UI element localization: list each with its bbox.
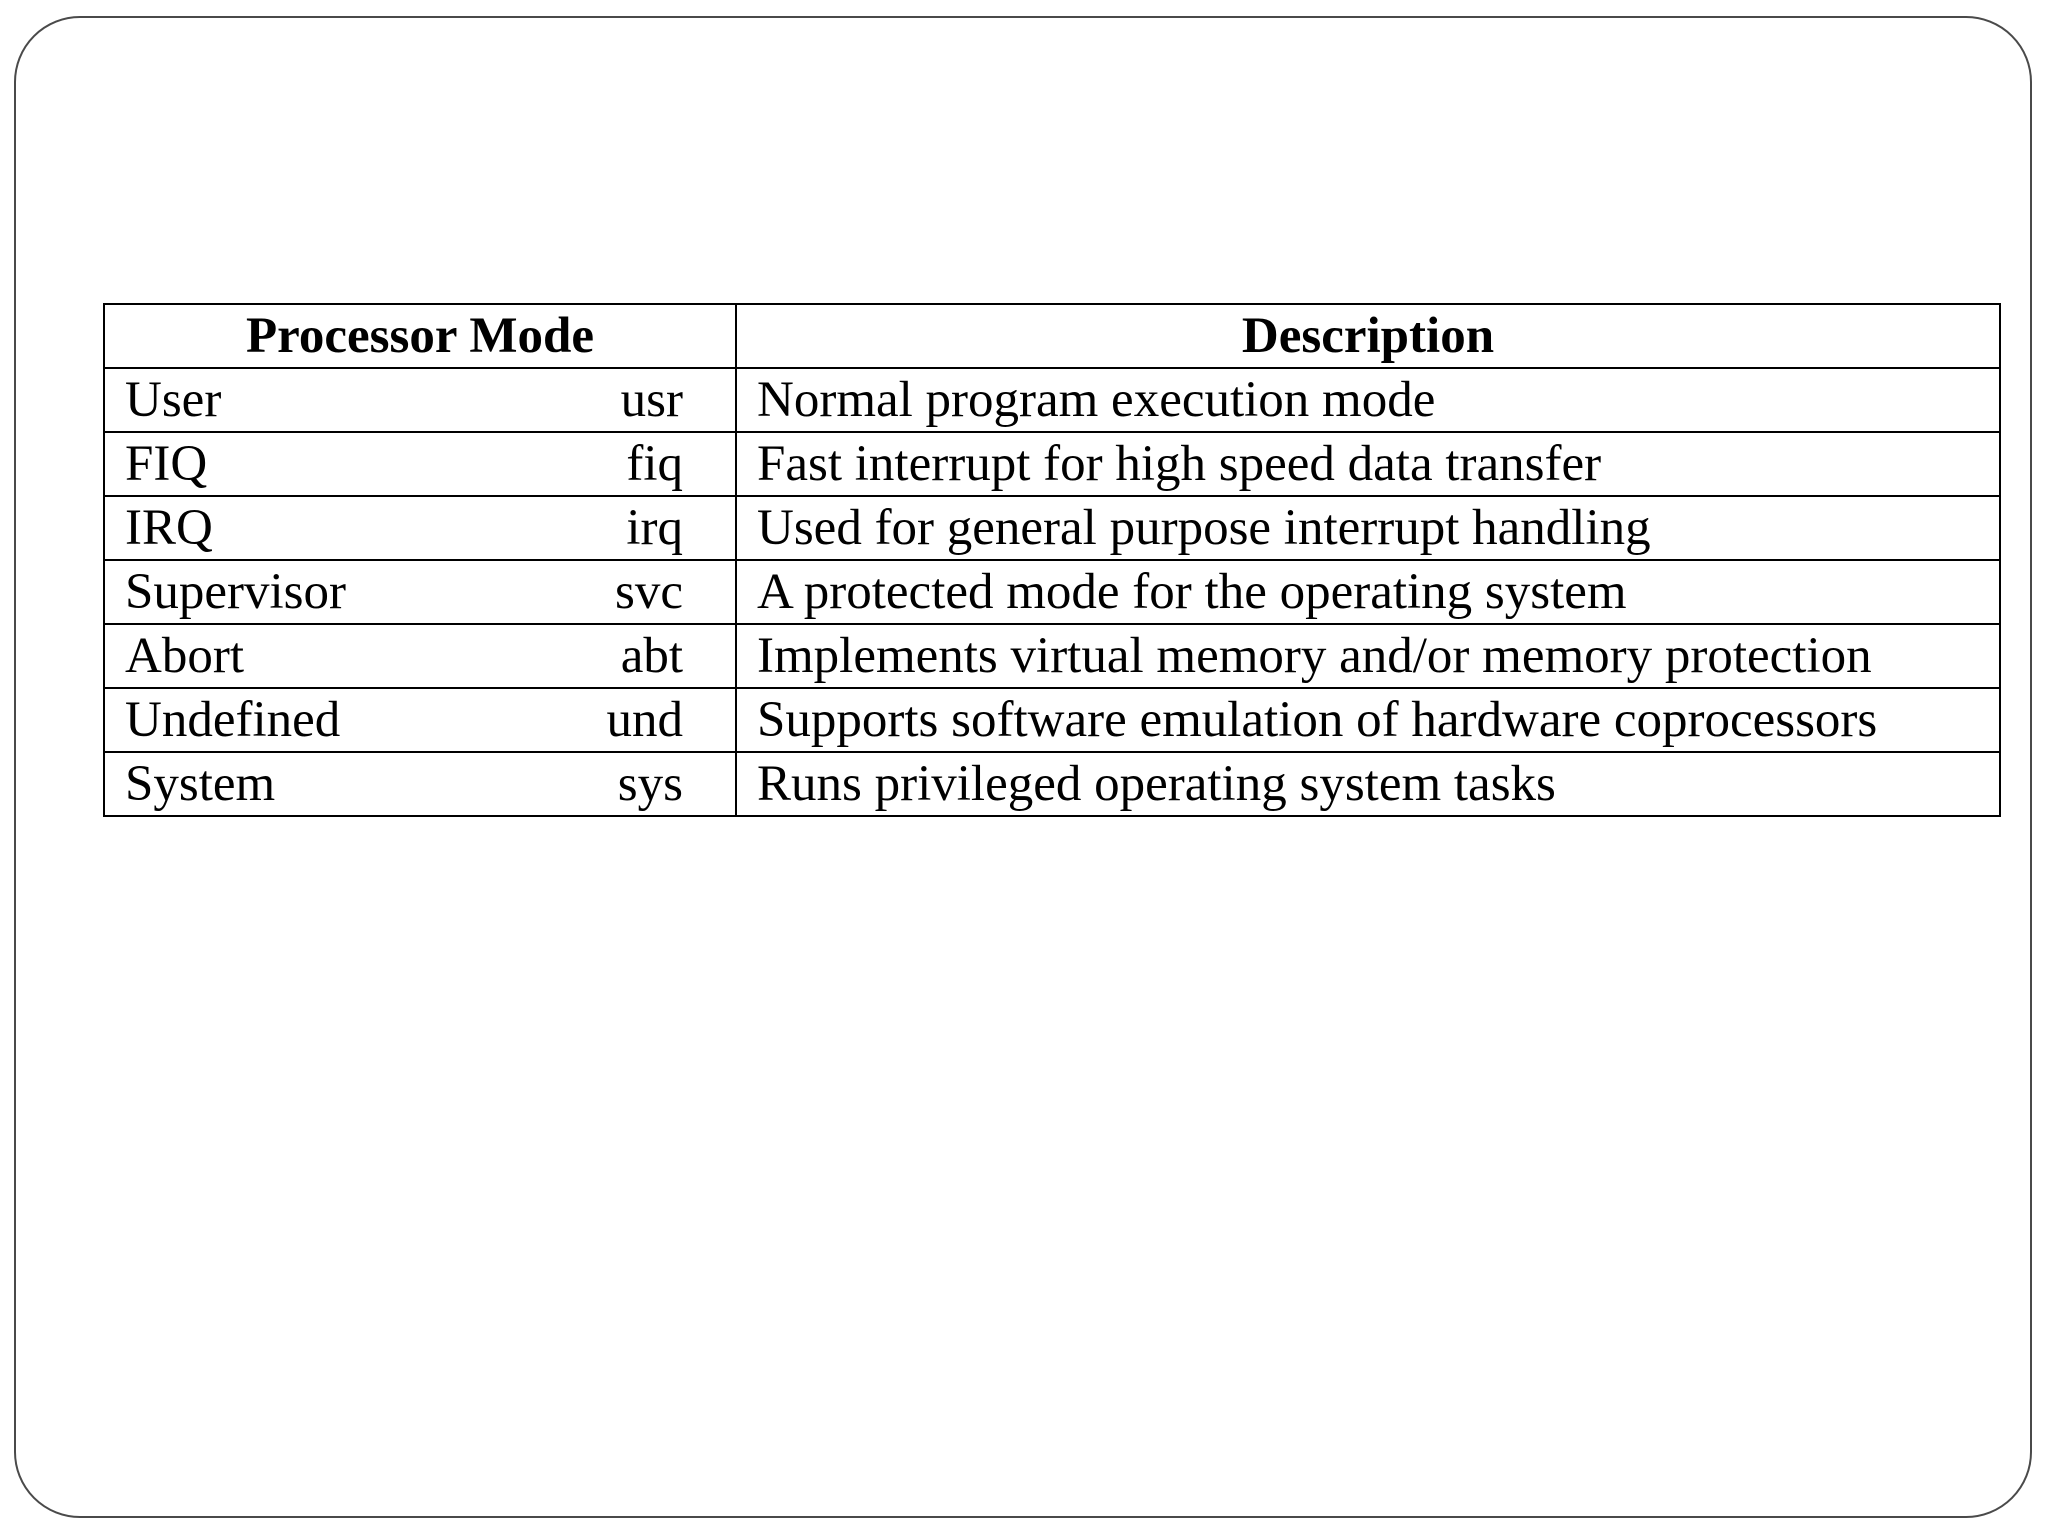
header-description: Description <box>736 304 2000 368</box>
description-cell: Implements virtual memory and/or memory protection <box>736 624 2000 688</box>
mode-name: Supervisor <box>125 564 346 620</box>
description-cell: Supports software emulation of hardware coprocessors <box>736 688 2000 752</box>
description-cell: Normal program execution mode <box>736 368 2000 432</box>
table-row <box>104 624 2000 688</box>
mode-abbreviation: svc <box>615 564 683 620</box>
mode-cell <box>104 560 736 624</box>
mode-name: Abort <box>125 628 244 684</box>
table-row <box>104 368 2000 432</box>
table-row <box>104 688 2000 752</box>
mode-cell <box>104 752 736 816</box>
mode-cell <box>104 432 736 496</box>
description-cell: A protected mode for the operating system <box>736 560 2000 624</box>
mode-abbreviation: abt <box>620 628 683 684</box>
processor-mode-table <box>103 303 2001 817</box>
mode-name: System <box>125 756 276 812</box>
mode-name: IRQ <box>125 500 213 556</box>
header-processor-mode: Processor Mode <box>104 304 736 368</box>
table-header-row <box>104 304 2000 368</box>
mode-name: FIQ <box>125 436 208 492</box>
mode-abbreviation: usr <box>620 372 683 428</box>
mode-abbreviation: und <box>606 692 683 748</box>
description-cell: Fast interrupt for high speed data transfer <box>736 432 2000 496</box>
table-row <box>104 496 2000 560</box>
mode-cell <box>104 368 736 432</box>
mode-cell <box>104 624 736 688</box>
mode-abbreviation: sys <box>617 756 683 812</box>
mode-abbreviation: fiq <box>626 436 683 492</box>
table-row <box>104 752 2000 816</box>
mode-cell <box>104 496 736 560</box>
mode-abbreviation: irq <box>626 500 683 556</box>
table-row <box>104 560 2000 624</box>
mode-cell <box>104 688 736 752</box>
mode-name: Undefined <box>125 692 341 748</box>
description-cell: Runs privileged operating system tasks <box>736 752 2000 816</box>
table-row <box>104 432 2000 496</box>
description-cell: Used for general purpose interrupt handling <box>736 496 2000 560</box>
mode-name: User <box>125 372 222 428</box>
